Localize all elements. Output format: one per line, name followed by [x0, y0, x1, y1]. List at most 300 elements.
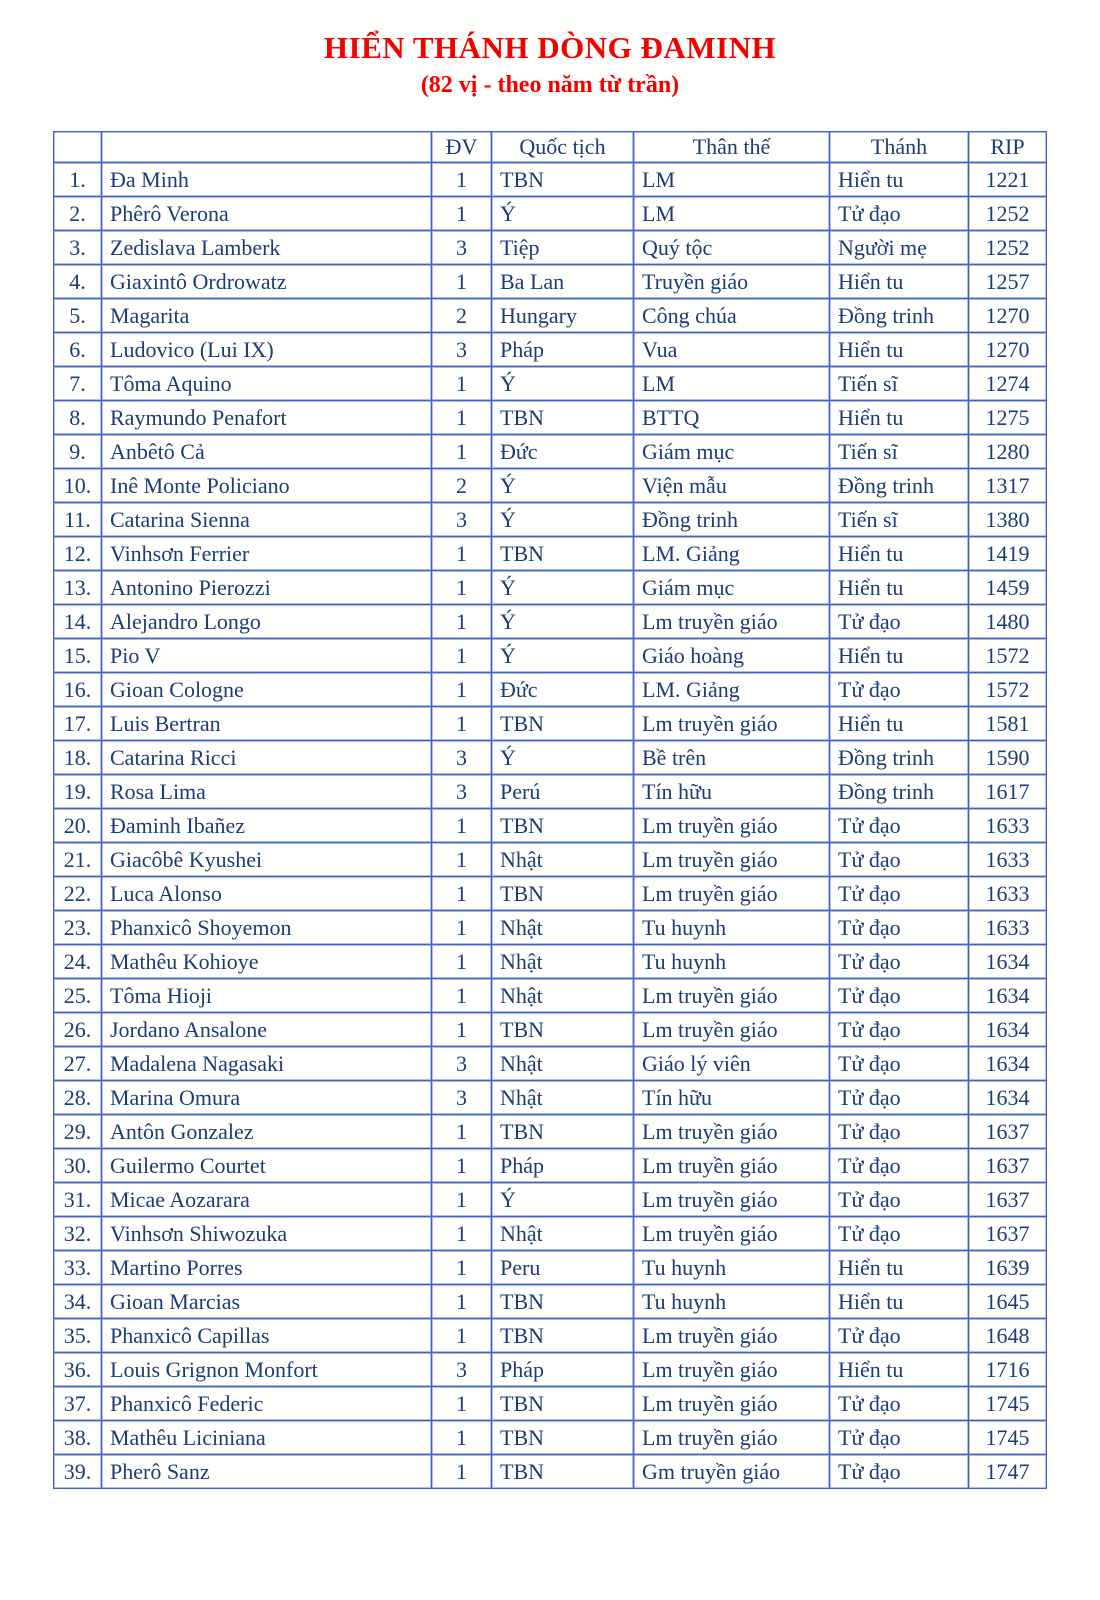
rip-year: 1317	[969, 469, 1047, 503]
saint-type: Tử đạo	[830, 1421, 969, 1455]
saint-type: Tử đạo	[830, 1455, 969, 1489]
row-number: 21.	[54, 843, 102, 877]
rip-year: 1274	[969, 367, 1047, 401]
row-number: 35.	[54, 1319, 102, 1353]
table-row	[54, 435, 1047, 469]
saint-type: Tử đạo	[830, 1149, 969, 1183]
rip-year: 1639	[969, 1251, 1047, 1285]
saint-type: Người mẹ	[830, 231, 969, 265]
dv-value: 1	[432, 265, 492, 299]
saint-type: Hiển tu	[830, 265, 969, 299]
row-number: 28.	[54, 1081, 102, 1115]
saint-name: Ludovico (Lui IX)	[102, 333, 432, 367]
row-number: 30.	[54, 1149, 102, 1183]
rip-year: 1637	[969, 1183, 1047, 1217]
rip-year: 1275	[969, 401, 1047, 435]
saint-type: Tiến sĩ	[830, 435, 969, 469]
saint-name: Phanxicô Capillas	[102, 1319, 432, 1353]
nationality: TBN	[492, 1421, 634, 1455]
dv-value: 1	[432, 1455, 492, 1489]
nationality: Pháp	[492, 333, 634, 367]
table-row	[54, 1251, 1047, 1285]
row-number: 13.	[54, 571, 102, 605]
rip-year: 1480	[969, 605, 1047, 639]
background: Tu huynh	[634, 1285, 830, 1319]
table-row	[54, 367, 1047, 401]
saint-type: Tử đạo	[830, 1183, 969, 1217]
table-row	[54, 707, 1047, 741]
header-background: Thân thế	[634, 132, 830, 163]
nationality: Ý	[492, 1183, 634, 1217]
dv-value: 1	[432, 1149, 492, 1183]
dv-value: 1	[432, 367, 492, 401]
row-number: 39.	[54, 1455, 102, 1489]
row-number: 10.	[54, 469, 102, 503]
rip-year: 1633	[969, 809, 1047, 843]
background: LM. Giảng	[634, 673, 830, 707]
rip-year: 1637	[969, 1149, 1047, 1183]
nationality: Nhật	[492, 843, 634, 877]
saint-name: Luca Alonso	[102, 877, 432, 911]
nationality: Ý	[492, 571, 634, 605]
dv-value: 3	[432, 1353, 492, 1387]
saint-name: Tôma Hioji	[102, 979, 432, 1013]
background: Công chúa	[634, 299, 830, 333]
table-body	[54, 163, 1047, 1489]
saint-name: Vinhsơn Ferrier	[102, 537, 432, 571]
saint-name: Guilermo Courtet	[102, 1149, 432, 1183]
page-title: HIỂN THÁNH DÒNG ĐAMINH	[323, 30, 777, 65]
background: BTTQ	[634, 401, 830, 435]
saint-type: Đồng trinh	[830, 775, 969, 809]
table-row	[54, 333, 1047, 367]
row-number: 23.	[54, 911, 102, 945]
rip-year: 1590	[969, 741, 1047, 775]
background: Lm truyền giáo	[634, 877, 830, 911]
saint-name: Louis Grignon Monfort	[102, 1353, 432, 1387]
table-row	[54, 843, 1047, 877]
background: Tu huynh	[634, 1251, 830, 1285]
header-rip: RIP	[969, 132, 1047, 163]
dv-value: 3	[432, 333, 492, 367]
table-row	[54, 979, 1047, 1013]
dv-value: 1	[432, 197, 492, 231]
background: Tu huynh	[634, 945, 830, 979]
dv-value: 1	[432, 1251, 492, 1285]
dv-value: 1	[432, 401, 492, 435]
row-number: 5.	[54, 299, 102, 333]
table-row	[54, 299, 1047, 333]
table-row	[54, 503, 1047, 537]
table-row	[54, 1285, 1047, 1319]
row-number: 24.	[54, 945, 102, 979]
saint-type: Hiển tu	[830, 537, 969, 571]
row-number: 34.	[54, 1285, 102, 1319]
dv-value: 1	[432, 1217, 492, 1251]
saint-name: Zedislava Lamberk	[102, 231, 432, 265]
saint-type: Tử đạo	[830, 877, 969, 911]
background: Lm truyền giáo	[634, 1387, 830, 1421]
dv-value: 2	[432, 469, 492, 503]
rip-year: 1572	[969, 673, 1047, 707]
rip-year: 1645	[969, 1285, 1047, 1319]
rip-year: 1634	[969, 979, 1047, 1013]
background: Lm truyền giáo	[634, 1353, 830, 1387]
saint-type: Hiển tu	[830, 1251, 969, 1285]
background: Lm truyền giáo	[634, 1319, 830, 1353]
dv-value: 3	[432, 231, 492, 265]
row-number: 16.	[54, 673, 102, 707]
nationality: Nhật	[492, 945, 634, 979]
rip-year: 1634	[969, 945, 1047, 979]
header-blank-no	[54, 132, 102, 163]
saint-type: Hiển tu	[830, 333, 969, 367]
saint-name: Mathêu Liciniana	[102, 1421, 432, 1455]
saint-type: Tử đạo	[830, 1217, 969, 1251]
background: Lm truyền giáo	[634, 1013, 830, 1047]
row-number: 18.	[54, 741, 102, 775]
saint-name: Gioan Cologne	[102, 673, 432, 707]
nationality: Nhật	[492, 1047, 634, 1081]
rip-year: 1280	[969, 435, 1047, 469]
row-number: 17.	[54, 707, 102, 741]
rip-year: 1617	[969, 775, 1047, 809]
table-row	[54, 1319, 1047, 1353]
nationality: Pháp	[492, 1353, 634, 1387]
row-number: 19.	[54, 775, 102, 809]
saint-type: Hiển tu	[830, 639, 969, 673]
background: Tu huynh	[634, 911, 830, 945]
dv-value: 1	[432, 1421, 492, 1455]
nationality: TBN	[492, 809, 634, 843]
nationality: Peru	[492, 1251, 634, 1285]
dv-value: 1	[432, 537, 492, 571]
rip-year: 1270	[969, 333, 1047, 367]
saint-type: Tử đạo	[830, 1013, 969, 1047]
background: Giám mục	[634, 571, 830, 605]
saint-name: Phanxicô Federic	[102, 1387, 432, 1421]
saint-name: Tôma Aquino	[102, 367, 432, 401]
rip-year: 1581	[969, 707, 1047, 741]
dv-value: 1	[432, 707, 492, 741]
header-blank-name	[102, 132, 432, 163]
row-number: 6.	[54, 333, 102, 367]
background: Quý tộc	[634, 231, 830, 265]
row-number: 32.	[54, 1217, 102, 1251]
rip-year: 1634	[969, 1047, 1047, 1081]
rip-year: 1572	[969, 639, 1047, 673]
dv-value: 1	[432, 843, 492, 877]
saint-type: Tử đạo	[830, 605, 969, 639]
dv-value: 1	[432, 945, 492, 979]
table-row	[54, 1013, 1047, 1047]
background: Lm truyền giáo	[634, 843, 830, 877]
rip-year: 1252	[969, 231, 1047, 265]
table-row	[54, 605, 1047, 639]
table-row	[54, 741, 1047, 775]
dv-value: 1	[432, 639, 492, 673]
saint-type: Hiển tu	[830, 707, 969, 741]
saint-type: Tử đạo	[830, 1387, 969, 1421]
saint-type: Đồng trinh	[830, 469, 969, 503]
table-row	[54, 469, 1047, 503]
row-number: 12.	[54, 537, 102, 571]
saint-name: Martino Porres	[102, 1251, 432, 1285]
table-row	[54, 1149, 1047, 1183]
table-row	[54, 639, 1047, 673]
saint-type: Hiển tu	[830, 571, 969, 605]
rip-year: 1252	[969, 197, 1047, 231]
nationality: Nhật	[492, 1217, 634, 1251]
nationality: Ý	[492, 197, 634, 231]
background: Đồng trinh	[634, 503, 830, 537]
rip-year: 1270	[969, 299, 1047, 333]
saint-type: Tử đạo	[830, 673, 969, 707]
row-number: 9.	[54, 435, 102, 469]
table-row	[54, 401, 1047, 435]
rip-year: 1745	[969, 1421, 1047, 1455]
saint-name: Anbêtô Cả	[102, 435, 432, 469]
saint-name: Catarina Ricci	[102, 741, 432, 775]
row-number: 38.	[54, 1421, 102, 1455]
table-row	[54, 673, 1047, 707]
rip-year: 1633	[969, 911, 1047, 945]
rip-year: 1633	[969, 877, 1047, 911]
dv-value: 1	[432, 1013, 492, 1047]
nationality: TBN	[492, 1013, 634, 1047]
saint-name: Raymundo Penafort	[102, 401, 432, 435]
row-number: 11.	[54, 503, 102, 537]
table-row	[54, 1047, 1047, 1081]
dv-value: 1	[432, 809, 492, 843]
table-row	[54, 911, 1047, 945]
table-row	[54, 1387, 1047, 1421]
saint-name: Giacôbê Kyushei	[102, 843, 432, 877]
saint-type: Đồng trinh	[830, 299, 969, 333]
background: Vua	[634, 333, 830, 367]
nationality: Ý	[492, 741, 634, 775]
table-row	[54, 571, 1047, 605]
nationality: Nhật	[492, 1081, 634, 1115]
row-number: 25.	[54, 979, 102, 1013]
saint-name: Gioan Marcias	[102, 1285, 432, 1319]
rip-year: 1648	[969, 1319, 1047, 1353]
saint-type: Hiển tu	[830, 1285, 969, 1319]
dv-value: 1	[432, 1387, 492, 1421]
saint-type: Hiển tu	[830, 401, 969, 435]
row-number: 1.	[54, 163, 102, 197]
saints-table	[53, 131, 1047, 1489]
background: Viện mẫu	[634, 469, 830, 503]
dv-value: 1	[432, 1183, 492, 1217]
row-number: 26.	[54, 1013, 102, 1047]
table-row	[54, 265, 1047, 299]
row-number: 7.	[54, 367, 102, 401]
saint-type: Tử đạo	[830, 979, 969, 1013]
background: Lm truyền giáo	[634, 1183, 830, 1217]
rip-year: 1637	[969, 1115, 1047, 1149]
nationality: TBN	[492, 877, 634, 911]
table-row	[54, 1081, 1047, 1115]
saint-type: Tử đạo	[830, 945, 969, 979]
nationality: Ý	[492, 605, 634, 639]
dv-value: 2	[432, 299, 492, 333]
table-row	[54, 1455, 1047, 1489]
dv-value: 1	[432, 1285, 492, 1319]
row-number: 29.	[54, 1115, 102, 1149]
saint-type: Tiến sĩ	[830, 503, 969, 537]
table-row	[54, 945, 1047, 979]
nationality: TBN	[492, 1387, 634, 1421]
rip-year: 1459	[969, 571, 1047, 605]
rip-year: 1637	[969, 1217, 1047, 1251]
background: Truyền giáo	[634, 265, 830, 299]
dv-value: 1	[432, 1319, 492, 1353]
nationality: Ý	[492, 639, 634, 673]
rip-year: 1257	[969, 265, 1047, 299]
table-row	[54, 537, 1047, 571]
saint-name: Phanxicô Shoyemon	[102, 911, 432, 945]
dv-value: 1	[432, 571, 492, 605]
saint-name: Đaminh Ibañez	[102, 809, 432, 843]
rip-year: 1747	[969, 1455, 1047, 1489]
row-number: 33.	[54, 1251, 102, 1285]
table-row	[54, 1183, 1047, 1217]
dv-value: 3	[432, 1081, 492, 1115]
rip-year: 1745	[969, 1387, 1047, 1421]
background: Lm truyền giáo	[634, 1217, 830, 1251]
nationality: Đức	[492, 673, 634, 707]
row-number: 36.	[54, 1353, 102, 1387]
background: Bề trên	[634, 741, 830, 775]
saint-name: Inê Monte Policiano	[102, 469, 432, 503]
nationality: Ý	[492, 503, 634, 537]
row-number: 4.	[54, 265, 102, 299]
table-row	[54, 877, 1047, 911]
saint-name: Magarita	[102, 299, 432, 333]
saint-type: Hiển tu	[830, 163, 969, 197]
table-row	[54, 1115, 1047, 1149]
background: Tín hữu	[634, 1081, 830, 1115]
row-number: 37.	[54, 1387, 102, 1421]
background: Lm truyền giáo	[634, 809, 830, 843]
rip-year: 1380	[969, 503, 1047, 537]
nationality: TBN	[492, 537, 634, 571]
nationality: Perú	[492, 775, 634, 809]
background: Lm truyền giáo	[634, 707, 830, 741]
saint-name: Pherô Sanz	[102, 1455, 432, 1489]
saint-name: Marina Omura	[102, 1081, 432, 1115]
rip-year: 1221	[969, 163, 1047, 197]
row-number: 27.	[54, 1047, 102, 1081]
background: Giáo hoàng	[634, 639, 830, 673]
saint-type: Hiển tu	[830, 1353, 969, 1387]
background: LM	[634, 163, 830, 197]
saint-type: Tiến sĩ	[830, 367, 969, 401]
saint-name: Alejandro Longo	[102, 605, 432, 639]
background: LM	[634, 367, 830, 401]
background: Gm truyền giáo	[634, 1455, 830, 1489]
table-row	[54, 809, 1047, 843]
header-nationality: Quốc tịch	[492, 132, 634, 163]
nationality: TBN	[492, 163, 634, 197]
nationality: Đức	[492, 435, 634, 469]
dv-value: 1	[432, 911, 492, 945]
saint-name: Luis Bertran	[102, 707, 432, 741]
saint-type: Tử đạo	[830, 911, 969, 945]
row-number: 2.	[54, 197, 102, 231]
rip-year: 1716	[969, 1353, 1047, 1387]
rip-year: 1634	[969, 1013, 1047, 1047]
saint-type: Tử đạo	[830, 1115, 969, 1149]
nationality: TBN	[492, 707, 634, 741]
saint-name: Madalena Nagasaki	[102, 1047, 432, 1081]
background: Tín hữu	[634, 775, 830, 809]
nationality: TBN	[492, 1319, 634, 1353]
table-row	[54, 197, 1047, 231]
saint-name: Vinhsơn Shiwozuka	[102, 1217, 432, 1251]
saint-name: Micae Aozarara	[102, 1183, 432, 1217]
nationality: Ý	[492, 367, 634, 401]
nationality: Pháp	[492, 1149, 634, 1183]
dv-value: 3	[432, 503, 492, 537]
saint-type: Tử đạo	[830, 809, 969, 843]
header-row	[54, 132, 1047, 163]
row-number: 3.	[54, 231, 102, 265]
nationality: Hungary	[492, 299, 634, 333]
background: Lm truyền giáo	[634, 1149, 830, 1183]
row-number: 15.	[54, 639, 102, 673]
dv-value: 3	[432, 775, 492, 809]
dv-value: 1	[432, 877, 492, 911]
nationality: Tiệp	[492, 231, 634, 265]
saint-name: Jordano Ansalone	[102, 1013, 432, 1047]
row-number: 20.	[54, 809, 102, 843]
background: Lm truyền giáo	[634, 605, 830, 639]
saint-name: Phêrô Verona	[102, 197, 432, 231]
dv-value: 1	[432, 979, 492, 1013]
dv-value: 1	[432, 435, 492, 469]
row-number: 31.	[54, 1183, 102, 1217]
row-number: 8.	[54, 401, 102, 435]
nationality: TBN	[492, 1455, 634, 1489]
saint-type: Tử đạo	[830, 197, 969, 231]
row-number: 14.	[54, 605, 102, 639]
dv-value: 3	[432, 741, 492, 775]
nationality: Ba Lan	[492, 265, 634, 299]
rip-year: 1633	[969, 843, 1047, 877]
header-dv: ĐV	[432, 132, 492, 163]
nationality: TBN	[492, 1115, 634, 1149]
saint-type: Tử đạo	[830, 1081, 969, 1115]
saint-name: Pio V	[102, 639, 432, 673]
saint-name: Mathêu Kohioye	[102, 945, 432, 979]
saint-type: Tử đạo	[830, 1319, 969, 1353]
nationality: Nhật	[492, 911, 634, 945]
table-row	[54, 775, 1047, 809]
dv-value: 1	[432, 673, 492, 707]
header-saint-type: Thánh	[830, 132, 969, 163]
background: Lm truyền giáo	[634, 1421, 830, 1455]
background: Giám mục	[634, 435, 830, 469]
table-row	[54, 231, 1047, 265]
background: Lm truyền giáo	[634, 1115, 830, 1149]
table-row	[54, 1217, 1047, 1251]
table-row	[54, 1421, 1047, 1455]
dv-value: 3	[432, 1047, 492, 1081]
row-number: 22.	[54, 877, 102, 911]
table-row	[54, 163, 1047, 197]
